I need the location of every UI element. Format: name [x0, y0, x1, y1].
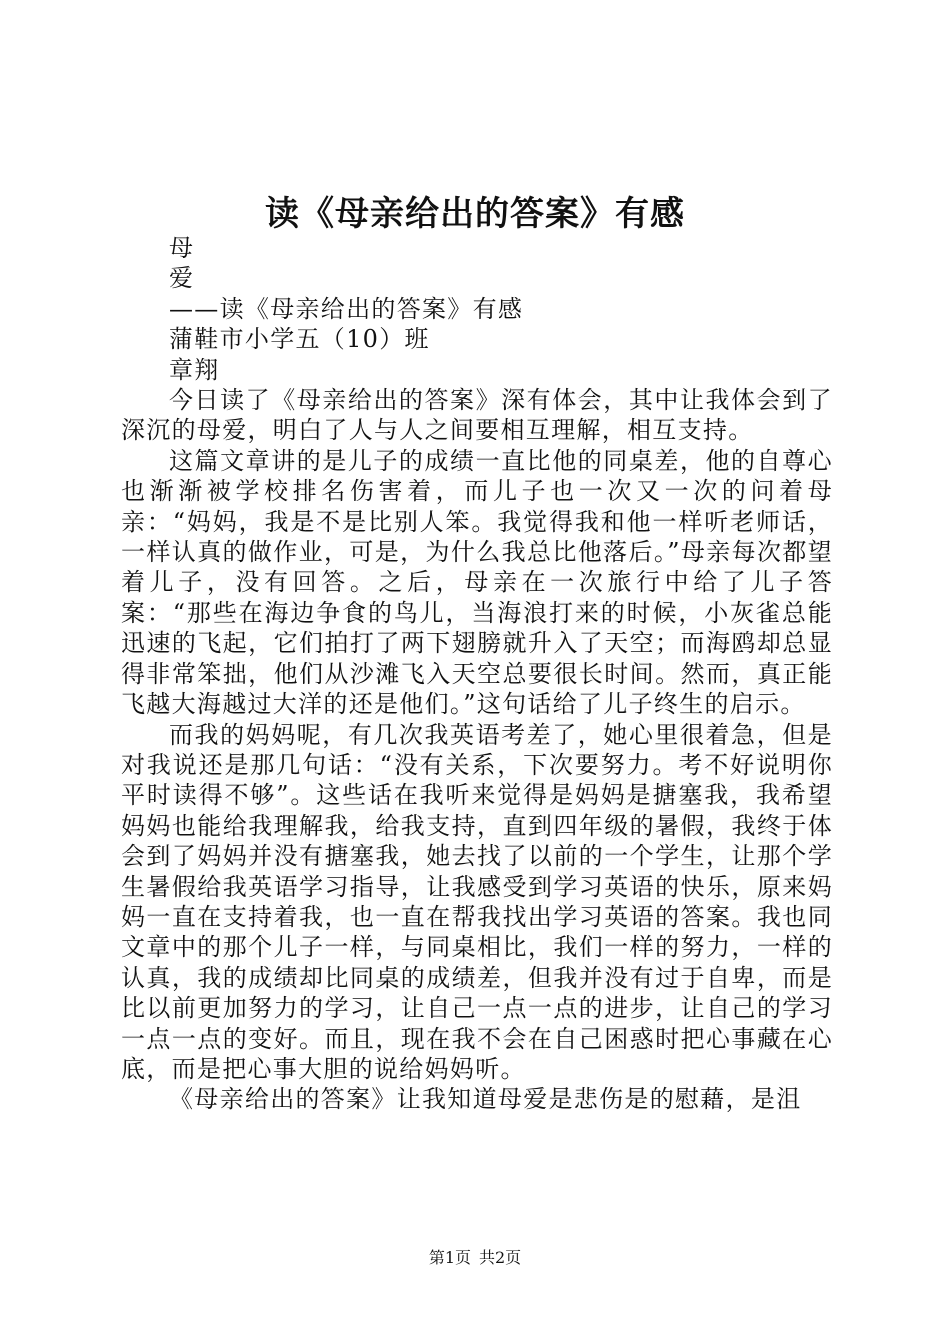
document-body [121, 233, 833, 1115]
heading-line-2: 爱 [169, 264, 195, 293]
heading-line-1: 母 [169, 234, 195, 262]
document-title: 读《母亲给出的答案》有感 [265, 194, 685, 234]
paragraph-3: 而我的妈妈呢，有几次我英语考差了，她心里很着急，但是对我说还是那几句话：“没有关系，下次要努力。考不好说明你平时读得不够”。这些话在我听来觉得是妈妈是搪塞我，我希望妈妈也能给我理解我，给我支持，直到四年级的暑假，我终于体会到了妈妈并没有搪塞我，她去找了以前的一个学生，让那个学生暑假给我英语学习指导，让我感受到学习英语的快乐，原来妈妈一直在支持着我，也一直在帮我找出学习英语的答案。我也同文章中的那个儿子一样，与同桌相比，我们一样的努力，一样的认真，我的成绩却比同桌的成绩差，但我并没有过于自卑，而是比以前更加努力的学习，让自己一点一点的进步，让自己的学习一点一点的变好。而且，现在我不会在自己困惑时把心事藏在心底，而是把心事大胆的说给妈妈听。 [121, 720, 833, 1083]
paragraph-1: 今日读了《母亲给出的答案》深有体会，其中让我体会到了深沉的母爱，明白了人与人之间要相互理解，相互支持。 [121, 386, 833, 445]
page-footer [0, 1245, 950, 1268]
page-number: 第1页 [428, 1248, 471, 1267]
subtitle-line: ——读《母亲给出的答案》有感 [169, 294, 524, 323]
author-line: 章翔 [169, 355, 220, 384]
school-class-line: 蒲鞋市小学五（10）班 [169, 325, 430, 354]
paragraph-2: 这篇文章讲的是儿子的成绩一直比他的同桌差，他的自尊心也渐渐被学校排名伤害着，而儿子也一次又一次的问着母亲：“妈妈，我是不是比别人笨。我觉得我和他一样听老师话，一样认真的做作业，可是，为什么我总比他落后。”母亲每次都望着儿子，没有回答。之后，母亲在一次旅行中给了儿子答案：“那些在海边争食的鸟儿，当海浪打来的时候，小灰雀总能迅速的飞起，它们拍打了两下翅膀就升入了天空；而海鸥却总显得非常笨拙，他们从沙滩飞入天空总要很长时间。然而，真正能飞越大海越过大洋的还是他们。”这句话给了儿子终生的启示。 [121, 446, 833, 719]
page-total: 共2页 [479, 1248, 522, 1267]
paragraph-4: 《母亲给出的答案》让我知道母爱是悲伤是的慰藉，是沮 [169, 1085, 802, 1114]
